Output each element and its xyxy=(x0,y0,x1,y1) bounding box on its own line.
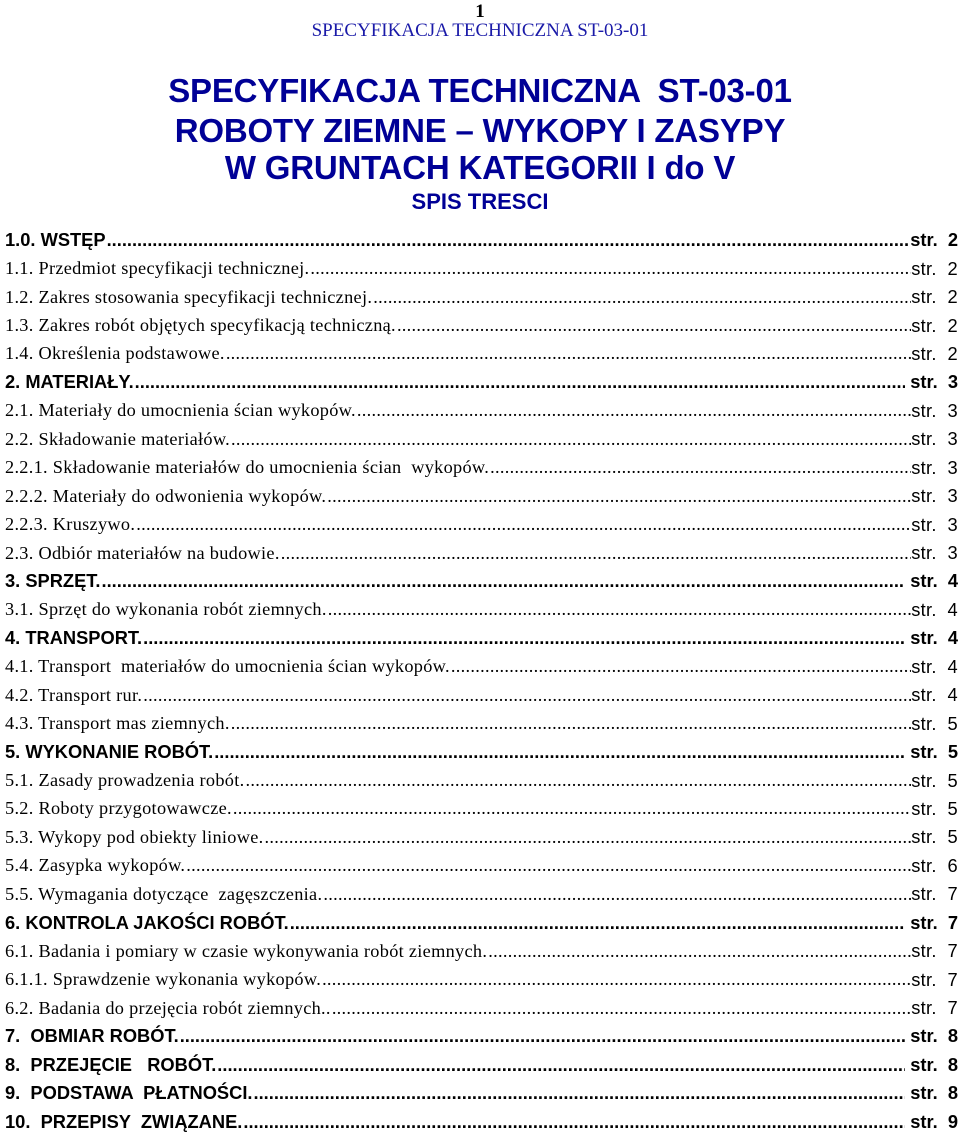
toc-entry-page: str. 3 xyxy=(911,542,958,564)
toc-entry-label: 2.2. Składowanie materiałów. xyxy=(5,428,231,449)
toc-heading: SPIS TRESCI xyxy=(411,189,549,214)
toc-entry-label: 6.2. Badania do przejęcia robót ziemnych.. xyxy=(5,997,331,1018)
toc-entry-label: 8. PRZEJĘCIE ROBÓT. xyxy=(5,1053,217,1075)
toc-leader-dots xyxy=(213,741,905,763)
toc-entry-page: str. 4 xyxy=(911,598,958,620)
toc-entry-page: str. 3 xyxy=(911,513,958,535)
toc-leader-dots xyxy=(185,855,911,876)
toc-leader-dots xyxy=(331,998,911,1019)
toc-leader-dots xyxy=(244,770,911,791)
toc-entry[interactable] xyxy=(5,1108,958,1136)
toc-entry[interactable] xyxy=(5,254,958,282)
toc-leader-dots xyxy=(487,941,911,962)
toc-leader-dots xyxy=(134,371,906,393)
toc-entry[interactable] xyxy=(5,937,958,965)
toc-entry-page: str. 7 xyxy=(911,883,958,905)
toc-entry[interactable] xyxy=(5,482,958,510)
toc-entry[interactable] xyxy=(5,1051,958,1079)
toc-entry-label: 4.2. Transport rur. xyxy=(5,684,143,705)
toc-entry-label: 3.1. Sprzęt do wykonania robót ziemnych. xyxy=(5,599,327,620)
toc-entry-page: str. 5 xyxy=(911,769,958,791)
document-title-line1: SPECYFIKACJA TECHNICZNA ST-03-01 xyxy=(168,72,792,109)
toc-entry[interactable] xyxy=(5,311,958,339)
toc-leader-dots xyxy=(309,258,911,279)
toc-leader-dots xyxy=(106,229,911,251)
toc-entry[interactable] xyxy=(5,965,958,993)
toc-entry-label: 4.1. Transport materiałów do umocnienia ścian wykopów. xyxy=(5,656,450,677)
toc-entry[interactable] xyxy=(5,397,958,425)
toc-entry-label: 6. KONTROLA JAKOŚCI ROBÓT. xyxy=(5,911,289,933)
toc-leader-dots xyxy=(327,599,911,620)
document-title-line3: W GRUNTACH KATEGORII I do V xyxy=(224,149,736,186)
toc-entry-page: str. 4 xyxy=(905,570,958,592)
toc-entry-label: 2.1. Materiały do umocnienia ścian wykopów. xyxy=(5,400,356,421)
toc-leader-dots xyxy=(264,827,912,848)
toc-entry-page: str. 4 xyxy=(905,627,958,649)
toc-entry[interactable] xyxy=(5,852,958,880)
toc-leader-dots xyxy=(289,912,905,934)
toc-entry-page: str. 7 xyxy=(905,911,958,933)
toc-entry[interactable] xyxy=(5,368,958,396)
toc-entry[interactable] xyxy=(5,454,958,482)
toc-entry[interactable] xyxy=(5,880,958,908)
toc-entry-label: 2.2.3. Kruszywo. xyxy=(5,514,136,535)
toc-entry-page: str. 3 xyxy=(905,371,958,393)
toc-entry[interactable] xyxy=(5,567,958,595)
toc-entry-page: str. 5 xyxy=(911,826,958,848)
toc-entry[interactable] xyxy=(5,709,958,737)
toc-leader-dots xyxy=(142,627,905,649)
toc-entry-label: 5.2. Roboty przygotowawcze. xyxy=(5,798,232,819)
toc-entry-page: str. 3 xyxy=(911,485,958,507)
toc-leader-dots xyxy=(489,457,911,478)
toc-leader-dots xyxy=(135,514,911,535)
toc-leader-dots xyxy=(179,1025,905,1047)
toc-entry[interactable] xyxy=(5,283,958,311)
toc-entry-label: 1.2. Zakres stosowania specyfikacji technicznej. xyxy=(5,286,373,307)
toc-entry-page: str. 2 xyxy=(911,314,958,336)
toc-entry-label: 5. WYKONANIE ROBÓT. xyxy=(5,741,214,763)
toc-entry-label: 2. MATERIAŁY. xyxy=(5,371,134,393)
toc-entry[interactable] xyxy=(5,681,958,709)
toc-leader-dots xyxy=(101,570,906,592)
toc-entry-page: str. 9 xyxy=(905,1110,958,1132)
toc-entry-page: str. 5 xyxy=(905,741,958,763)
toc-leader-dots xyxy=(372,287,911,308)
toc-entry-label: 1.0. WSTĘP xyxy=(5,229,106,251)
toc-entry-page: str. 4 xyxy=(911,655,958,677)
toc-leader-dots xyxy=(321,969,911,990)
toc-leader-dots xyxy=(242,1111,905,1133)
toc-entry-page: str. 2 xyxy=(910,229,958,251)
toc-entry[interactable] xyxy=(5,539,958,567)
toc-entry-page: str. 8 xyxy=(905,1053,958,1075)
toc-entry-label: 6.1.1. Sprawdzenie wykonania wykopów. xyxy=(5,969,322,990)
toc-entry[interactable] xyxy=(5,653,958,681)
toc-leader-dots xyxy=(225,343,911,364)
toc-entry[interactable] xyxy=(5,909,958,937)
toc-entry[interactable] xyxy=(5,1079,958,1107)
toc-entry-label: 4. TRANSPORT. xyxy=(5,627,143,649)
toc-entry-label: 2.2.1. Składowanie materiałów do umocnienia ścian wykopów. xyxy=(5,457,490,478)
toc-leader-dots xyxy=(356,400,911,421)
toc-entry[interactable] xyxy=(5,226,958,254)
toc-entry[interactable] xyxy=(5,766,958,794)
toc-entry-label: 2.3. Odbiór materiałów na budowie. xyxy=(5,542,280,563)
toc-entry-label: 5.5. Wymagania dotyczące zagęszczenia. xyxy=(5,883,323,904)
toc-entry-page: str. 2 xyxy=(911,286,958,308)
toc-entry-label: 6.1. Badania i pomiary w czasie wykonywania robót ziemnych. xyxy=(5,940,488,961)
toc-entry-label: 7. OBMIAR ROBÓT. xyxy=(5,1025,179,1047)
toc-leader-dots xyxy=(230,429,911,450)
toc-leader-dots xyxy=(326,486,911,507)
toc-leader-dots xyxy=(232,798,911,819)
toc-entry[interactable] xyxy=(5,510,958,538)
toc-entry-label: 10. PRZEPISY ZWIĄZANE. xyxy=(5,1110,243,1132)
toc-leader-dots xyxy=(280,543,911,564)
toc-entry-page: str. 7 xyxy=(911,968,958,990)
toc-entry[interactable] xyxy=(5,795,958,823)
toc-entry-page: str. 5 xyxy=(911,797,958,819)
toc-entry[interactable] xyxy=(5,340,958,368)
toc-leader-dots xyxy=(230,713,911,734)
toc-entry-label: 5.4. Zasypka wykopów. xyxy=(5,855,186,876)
table-of-contents xyxy=(5,226,958,1136)
toc-leader-dots xyxy=(253,1082,906,1104)
toc-entry-page: str. 3 xyxy=(911,456,958,478)
toc-entry-page: str. 3 xyxy=(911,428,958,450)
toc-entry[interactable] xyxy=(5,994,958,1022)
toc-entry-label: 3. SPRZĘT. xyxy=(5,570,101,592)
page-number: 1 xyxy=(475,1,485,22)
toc-leader-dots xyxy=(450,656,911,677)
toc-entry[interactable] xyxy=(5,596,958,624)
toc-leader-dots xyxy=(216,1054,905,1076)
toc-entry-page: str. 7 xyxy=(911,940,958,962)
toc-entry-label: 4.3. Transport mas ziemnych. xyxy=(5,713,230,734)
toc-leader-dots xyxy=(322,884,911,905)
toc-entry-page: str. 8 xyxy=(905,1025,958,1047)
toc-entry-label: 1.3. Zakres robót objętych specyfikacją techniczną. xyxy=(5,315,396,336)
toc-entry[interactable] xyxy=(5,624,958,652)
toc-leader-dots xyxy=(396,315,911,336)
toc-entry-page: str. 3 xyxy=(911,399,958,421)
toc-entry-page: str. 5 xyxy=(911,712,958,734)
toc-entry[interactable] xyxy=(5,425,958,453)
toc-entry-page: str. 2 xyxy=(911,257,958,279)
toc-entry-label: 1.1. Przedmiot specyfikacji technicznej. xyxy=(5,258,310,279)
toc-entry-page: str. 8 xyxy=(905,1082,958,1104)
running-header: SPECYFIKACJA TECHNICZNA ST-03-01 xyxy=(311,20,649,41)
toc-entry-label: 2.2.2. Materiały do odwonienia wykopów. xyxy=(5,485,327,506)
toc-entry-page: str. 6 xyxy=(911,854,958,876)
toc-entry-page: str. 4 xyxy=(911,684,958,706)
toc-entry[interactable] xyxy=(5,1022,958,1050)
toc-entry-label: 5.1. Zasady prowadzenia robót. xyxy=(5,770,245,791)
toc-entry-label: 1.4. Określenia podstawowe. xyxy=(5,343,225,364)
toc-leader-dots xyxy=(142,685,911,706)
toc-entry[interactable] xyxy=(5,738,958,766)
toc-entry-page: str. 2 xyxy=(911,342,958,364)
toc-entry-label: 5.3. Wykopy pod obiekty liniowe. xyxy=(5,826,264,847)
document-title-line2: ROBOTY ZIEMNE – WYKOPY I ZASYPY xyxy=(174,112,786,149)
toc-entry[interactable] xyxy=(5,823,958,851)
toc-entry-page: str. 7 xyxy=(911,997,958,1019)
toc-entry-label: 9. PODSTAWA PŁATNOŚCI. xyxy=(5,1082,253,1104)
